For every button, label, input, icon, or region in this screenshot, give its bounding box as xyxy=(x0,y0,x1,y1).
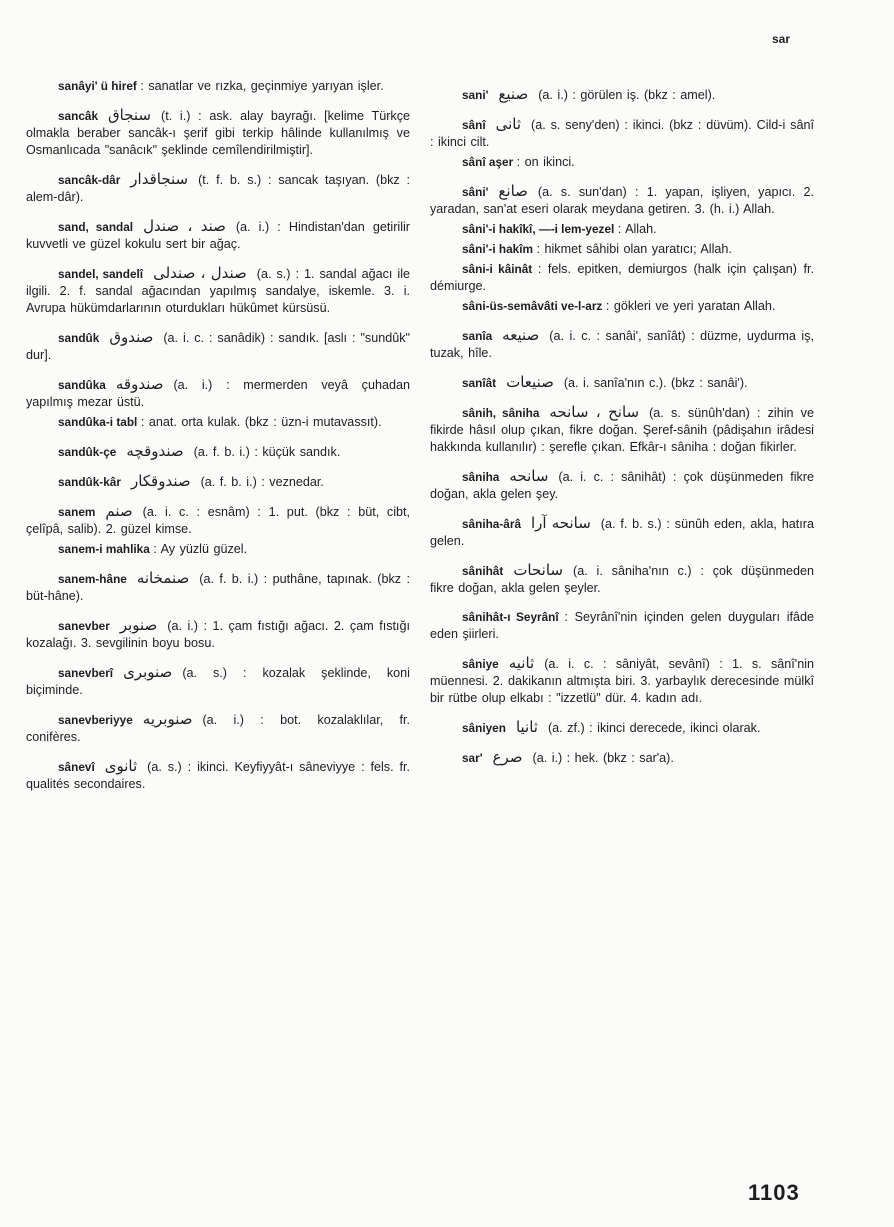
entry-arabic-script: صانع xyxy=(498,182,528,200)
guide-word: sar xyxy=(772,32,791,46)
entry-definition: (a. s. seny'den) : ikinci. (bkz : düvüm). Cild-i sânî : ikinci cilt. xyxy=(430,118,814,149)
dictionary-entry xyxy=(26,711,410,746)
entry-definition: (a. i.) : hek. (bkz : sar'a). xyxy=(532,751,674,765)
entry-headword: sancâk-dâr xyxy=(58,173,121,187)
entry-definition: (a. i.) : Hindistan'dan getirilir kuvvetli ve güzel kokulu sert bir ağaç. xyxy=(26,220,410,251)
dictionary-entry xyxy=(430,261,814,295)
entry-definition: (a. i.) : 1. çam fıstığı ağacı. 2. çam fıstığı kozalağı. 3. sevgilinin boyu bosu. xyxy=(26,619,410,650)
entry-arabic-script: سانح ، سانحه xyxy=(549,403,640,421)
dictionary-entry xyxy=(430,221,814,238)
entry-definition: (a. i. c. : sâniyât, sevânî) : 1. s. sânî'nin müennesi. 2. dakikanın altmışta biri. 3. yarbaylık derecesinde mülkî bir rütbe olup elkabı : "izzetlü" dür. 4. kadın adı. xyxy=(430,657,814,705)
entry-arabic-script: صندوقچه xyxy=(126,442,184,460)
entry-headword: sanem-i mahlika xyxy=(58,542,150,556)
entry-headword: sand, sandal xyxy=(58,220,134,234)
dictionary-entry xyxy=(430,749,814,767)
entry-headword: sâniha-ârâ xyxy=(462,517,522,531)
entry-definition: : anat. orta kulak. (bkz : üzn-i mutavassıt). xyxy=(140,415,382,429)
entry-headword: sandûk-çe xyxy=(58,445,117,459)
entry-headword: sanevberî xyxy=(58,666,114,680)
entry-arabic-script: صندوقكار xyxy=(130,472,191,490)
entry-definition: : Allah. xyxy=(617,222,657,236)
entry-definition: : Ay yüzlü güzel. xyxy=(153,542,248,556)
dictionary-entry xyxy=(430,241,814,258)
dictionary-entry xyxy=(430,609,814,643)
entry-headword: sandûk-kâr xyxy=(58,475,121,489)
entry-headword: sâni-üs-semâvâti ve-l-arz xyxy=(462,299,603,313)
entry-headword: sâni'-i hakîkî, —-i lem-yezel xyxy=(462,222,615,236)
entry-headword: sanîât xyxy=(462,376,497,390)
entry-headword: sandûka-i tabl xyxy=(58,415,138,429)
entry-headword: sandûk xyxy=(58,331,100,345)
entry-definition: (a. s.) : ikinci. Keyfiyyât-ı sâneviyye : fels. fr. qualités secondaires. xyxy=(26,760,410,791)
entry-headword: sânihât xyxy=(462,564,504,578)
dictionary-entry xyxy=(26,503,410,538)
entry-headword: sânî aşer xyxy=(462,155,514,169)
dictionary-entry xyxy=(26,218,410,253)
entry-arabic-script: صند ، صندل xyxy=(143,217,226,235)
entry-definition: (a. i. c. : sânihât) : çok düşünmeden fikre doğan, akla gelen şey. xyxy=(430,470,814,501)
dictionary-entry xyxy=(430,86,814,104)
entry-definition: (a. s. sünûh'dan) : zihin ve fikirde hâsıl olup çıkan, fikre doğan. Şeref-sânih (pâdişahın irâdesi hakkında kullanılır) : şerefle çıkan. Efkâr-ı sâniha : doğan fikirler. xyxy=(430,406,814,454)
entry-headword: sâniyen xyxy=(462,721,506,735)
entry-definition: (a. i. sanîa'nın c.). (bkz : sanâi'). xyxy=(563,376,748,390)
entry-headword: sanem xyxy=(58,505,96,519)
dictionary-entry xyxy=(26,171,410,206)
entry-arabic-script: صندل ، صندلی xyxy=(153,264,247,282)
dictionary-entry xyxy=(430,374,814,392)
entry-arabic-script: صندوقه xyxy=(115,375,164,393)
entry-headword: sani' xyxy=(462,88,489,102)
dictionary-entry xyxy=(26,664,410,699)
entry-headword: sanem-hâne xyxy=(58,572,127,586)
entry-definition: : Seyrânî'nin içinden gelen duyguları ifâde eden şiirleri. xyxy=(430,610,814,641)
dictionary-entry xyxy=(430,183,814,218)
entry-headword: sar' xyxy=(462,751,483,765)
entry-headword: sanevber xyxy=(58,619,110,633)
entry-definition: (a. i. c. : sanâi', sanîât) : düzme, uydurma iş, tuzak, hîle. xyxy=(430,329,814,360)
entry-headword: sanîa xyxy=(462,329,493,343)
entry-headword: sânih, sâniha xyxy=(462,406,540,420)
dictionary-entry xyxy=(430,515,814,550)
entry-definition: (a. i.) : bot. kozalaklılar, fr. conifères. xyxy=(26,713,410,744)
dictionary-entry xyxy=(26,758,410,793)
entry-definition: : gökleri ve yeri yaratan Allah. xyxy=(605,299,776,313)
entry-arabic-script: صنوبری xyxy=(123,663,173,681)
entry-arabic-script: صنیع xyxy=(498,85,529,103)
entry-definition: : sanatlar ve rızka, geçinmiye yarıyan işler. xyxy=(140,79,384,93)
dictionary-entry xyxy=(430,655,814,707)
entry-arabic-script: ثانی xyxy=(495,115,522,133)
dictionary-entry xyxy=(26,541,410,558)
dictionary-entry xyxy=(26,107,410,159)
entry-arabic-script: صنوبریه xyxy=(142,710,193,728)
entry-headword: sâniha xyxy=(462,470,500,484)
entry-definition: (t. f. b. s.) : sancak taşıyan. (bkz : alem-dâr). xyxy=(26,173,410,204)
entry-headword: sancâk xyxy=(58,109,99,123)
entry-arabic-script: ثانوی xyxy=(104,757,138,775)
entry-definition: (a. i. c. : esnâm) : 1. put. (bkz : büt, cibt, çelîpâ, salib). 2. güzel kimse. xyxy=(26,505,410,536)
entry-definition: : fels. epitken, demiurgos (halk için çalışan) fr. démiurge. xyxy=(430,262,814,293)
entry-arabic-script: سانحه آرا xyxy=(531,514,591,532)
entry-headword: sandel, sandelî xyxy=(58,267,144,281)
dictionary-entry xyxy=(26,414,410,431)
dictionary-entry xyxy=(430,562,814,597)
entry-arabic-script: سانحه xyxy=(509,467,549,485)
dictionary-entry xyxy=(430,154,814,171)
entry-definition: (a. s. sun'dan) : 1. yapan, işliyen, yapıcı. 2. yaradan, san'at eseri olarak meydana getiren. 3. (h. i.) Allah. xyxy=(430,185,814,216)
dictionary-entry xyxy=(430,719,814,737)
entry-arabic-script: ثانیه xyxy=(508,654,535,672)
entry-headword: sandûka xyxy=(58,378,106,392)
entry-arabic-script: صنم xyxy=(105,502,133,520)
entry-definition: (a. f. b. i.) : veznedar. xyxy=(200,475,324,489)
entry-definition: (a. f. b. i.) : küçük sandık. xyxy=(193,445,341,459)
left-column xyxy=(26,78,410,805)
entry-definition: (t. i.) : ask. alay bayrağı. [kelime Türkçe olmakla beraber sancâk-ı şerif gibi terkip hâlinde kullanılmış ve Osmanlıcada "sanâcık" şeklinde cemîlendirilmiştir]. xyxy=(26,109,410,157)
dictionary-entry xyxy=(430,468,814,503)
entry-definition: : on ikinci. xyxy=(516,155,575,169)
entry-arabic-script: صنیعات xyxy=(506,373,554,391)
entry-definition: (a. s.) : 1. sandal ağacı ile ilgili. 2. f. sandal ağacından yapılmış sandalye, iskemle. 3. i. Avrupa hükümdarlarının oturdukları hükûmet kürsüsü. xyxy=(26,267,411,315)
dictionary-entry xyxy=(26,78,410,95)
dictionary-entry xyxy=(26,443,410,461)
entry-headword: sâniye xyxy=(462,657,499,671)
dictionary-entry xyxy=(26,617,410,652)
entry-definition: (a. s.) : kozalak şeklinde, koni biçiminde. xyxy=(26,666,410,697)
dictionary-entry xyxy=(26,265,410,317)
entry-headword: sanâyi' ü hiref xyxy=(58,79,137,93)
entry-headword: sâni'-i hakîm xyxy=(462,242,533,256)
entry-headword: sânihât-ı Seyrânî xyxy=(462,610,559,624)
entry-definition: (a. f. b. s.) : sünûh eden, akla, hatıra gelen. xyxy=(430,517,814,548)
entry-definition: (a. i. c. : sanâdik) : sandık. [aslı : "sundûk" dur]. xyxy=(26,331,410,362)
entry-headword: sânevî xyxy=(58,760,95,774)
entry-definition: (a. i.) : mermerden veyâ çuhadan yapılmış mezar üstü. xyxy=(26,378,410,409)
dictionary-entry xyxy=(430,404,814,456)
entry-definition: (a. i. sâniha'nın c.) : çok düşünmeden fikre doğan, akla gelen şeyler. xyxy=(430,564,814,595)
entry-definition: (a. f. b. i.) : puthâne, tapınak. (bkz : büt-hâne). xyxy=(26,572,410,603)
entry-arabic-script: سنجاقدار xyxy=(130,170,189,188)
entry-definition: (a. zf.) : ikinci derecede, ikinci olarak. xyxy=(547,721,761,735)
entry-definition: (a. i.) : görülen iş. (bkz : amel). xyxy=(538,88,716,102)
entry-arabic-script: صرع xyxy=(492,748,523,766)
entry-headword: sâni' xyxy=(462,185,489,199)
entry-arabic-script: ثانیا xyxy=(515,718,538,736)
dictionary-entry xyxy=(430,116,814,151)
dictionary-entry xyxy=(430,327,814,362)
entry-arabic-script: سانحات xyxy=(513,561,563,579)
dictionary-entry xyxy=(26,376,410,411)
entry-headword: sanevberiyye xyxy=(58,713,133,727)
dictionary-entry xyxy=(26,570,410,605)
entry-definition: : hikmet sâhibi olan yaratıcı; Allah. xyxy=(536,242,732,256)
entry-headword: sânî xyxy=(462,118,486,132)
entry-headword: sâni-i kâinât xyxy=(462,262,533,276)
dictionary-entry xyxy=(26,329,410,364)
dictionary-entry xyxy=(430,298,814,315)
entry-arabic-script: صنمخانه xyxy=(136,569,190,587)
entry-arabic-script: صنیعه xyxy=(502,326,540,344)
entry-arabic-script: صندوق xyxy=(109,328,154,346)
right-column xyxy=(430,86,814,779)
entry-arabic-script: صنوبر xyxy=(119,616,158,634)
page-number: 1103 xyxy=(748,1180,800,1205)
dictionary-entry xyxy=(26,473,410,491)
entry-arabic-script: سنجاق xyxy=(108,106,152,124)
